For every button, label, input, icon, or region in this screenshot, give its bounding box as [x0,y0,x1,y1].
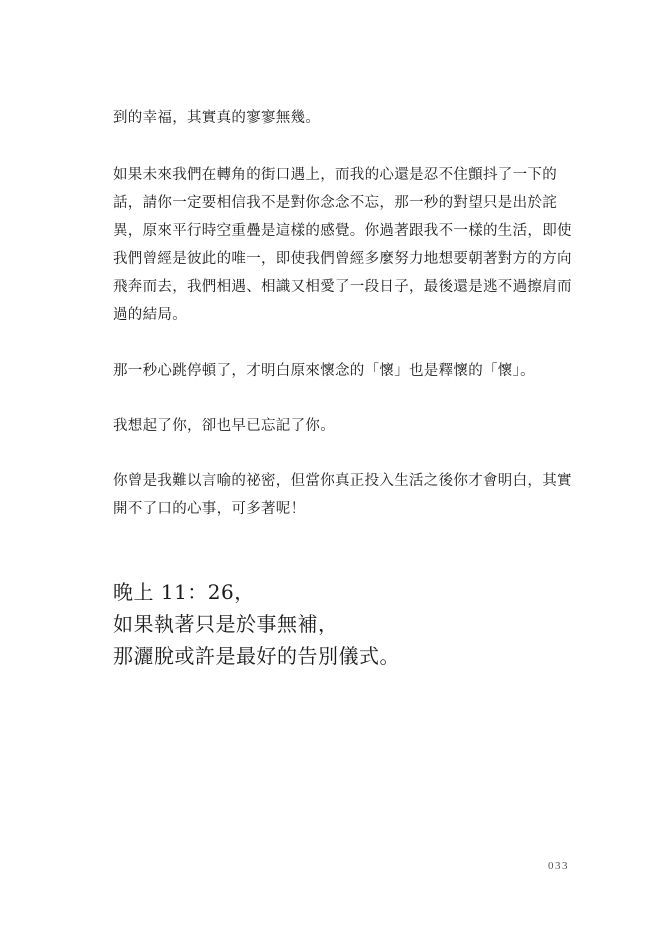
paragraph-3-text: 那一秒心跳停頓了，才明白原來懷念的「懷」也是釋懷的「懷」。 [113,363,535,379]
paragraph-2-text: 如果未來我們在轉角的街口遇上，而我的心還是忍不住顫抖了一下的話，請你一定要相信我不是對你念念不忘，那一秒的對望只是出於詫異，原來平行時空重疊是這樣的感覺。你過著跟我不一樣的生活，即使我們曾經是彼此的唯一，即使我們曾經多麼努力地想要朝著對方的方向飛奔而去，我們相遇、相識又相愛了一段日子，最後還是逃不過擦肩而過的結局。 [113,167,572,323]
paragraph-3 [113,357,583,385]
paragraph-5 [113,467,583,523]
paragraph-2 [113,161,583,329]
quote-line-1: 晚上 11：26， [113,580,255,604]
paragraph-5-text: 你曾是我難以言喻的祕密，但當你真正投入生活之後你才會明白，其實開不了口的心事，可多著呢！ [113,473,572,517]
closing-quote [113,576,583,672]
quote-line-2: 如果執著只是於事無補， [113,612,339,636]
page-number: 033 [548,860,569,872]
paragraph-1 [113,104,583,132]
paragraph-1-text: 到的幸福，其實真的寥寥無幾。 [113,110,321,126]
quote-line-3: 那灑脫或許是最好的告別儀式。 [113,644,400,668]
paragraph-4 [113,412,583,440]
paragraph-4-text: 我想起了你，卻也早已忘記了你。 [113,418,335,434]
